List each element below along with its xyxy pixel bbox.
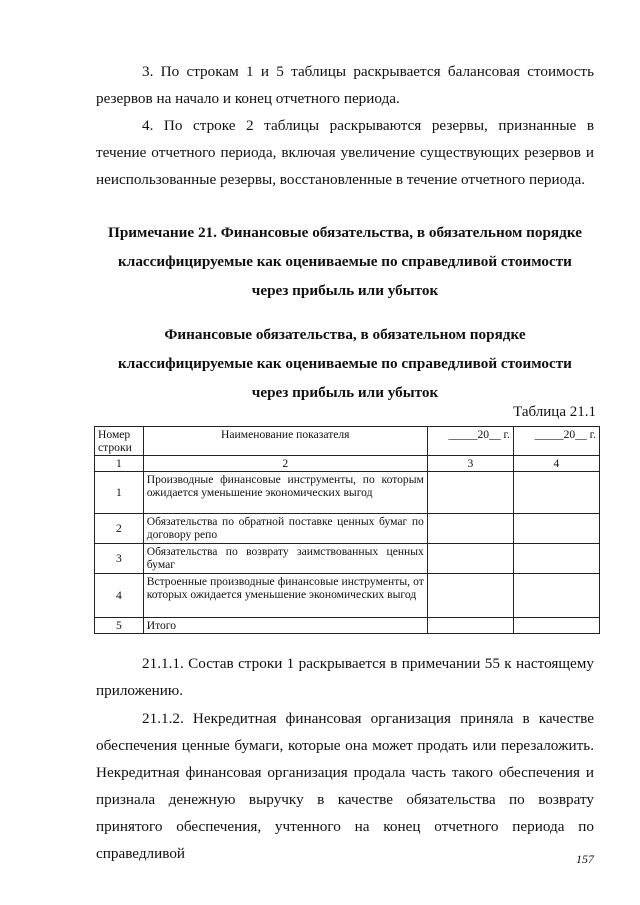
column-number-row [95,456,600,472]
column-number: 3 [427,456,513,472]
row-name: Встроенные производные финансовые инструменты, от которых ожидается уменьшение экономических выгод [143,574,427,618]
financial-liabilities-table [94,426,600,634]
row-value-year-1 [427,514,513,544]
table-header-row [95,427,600,456]
row-number: 1 [95,472,144,514]
note-heading: Примечание 21. Финансовые обязательства, в обязательном порядке классифицируемые как оцениваемые по справедливой стоимости через прибыль или убыток [108,224,582,299]
page-number: 157 [576,852,594,866]
row-number: 4 [95,574,144,618]
header-year-1: _____20__ г. [427,427,513,456]
column-number: 1 [95,456,144,472]
table-row [95,574,600,618]
table-row [95,618,600,634]
header-row-number: Номер строки [95,427,144,456]
paragraph-21-1-2: 21.1.2. Некредитная финансовая организация приняла в качестве обеспечения ценные бумаги, которые она может продать или перезаложить. Некредитная финансовая организация продала часть такого обеспечения и признала денежную выручку в качестве обязательства по возврату принятого обеспечения, учтенного на конец отчетного периода по справедливой [96,710,594,862]
row-value-year-1 [427,618,513,634]
header-indicator-name: Наименование показателя [143,427,427,456]
table-row [95,472,600,514]
row-number: 2 [95,514,144,544]
row-value-year-2 [513,544,599,574]
row-value-year-2 [513,618,599,634]
row-name: Обязательства по обратной поставке ценных бумаг по договору репо [143,514,427,544]
row-name: Итого [143,618,427,634]
paragraph-4: 4. По строке 2 таблицы раскрываются резервы, признанные в течение отчетного периода, включая увеличение существующих резервов и неиспользованные резервы, восстановленные в течение отчетного периода. [96,117,594,188]
header-year-2: _____20__ г. [513,427,599,456]
row-value-year-1 [427,574,513,618]
row-number: 5 [95,618,144,634]
row-value-year-1 [427,472,513,514]
row-value-year-2 [513,574,599,618]
paragraph-21-1-1: 21.1.1. Состав строки 1 раскрывается в примечании 55 к настоящему приложению. [96,655,594,699]
table-heading: Финансовые обязательства, в обязательном порядке классифицируемые как оцениваемые по справедливой стоимости через прибыль или убыток [118,326,572,401]
column-number: 4 [513,456,599,472]
row-value-year-1 [427,544,513,574]
row-name: Производные финансовые инструменты, по которым ожидается уменьшение экономических выгод [143,472,427,514]
row-value-year-2 [513,472,599,514]
table-label: Таблица 21.1 [513,404,596,420]
paragraph-3: 3. По строкам 1 и 5 таблицы раскрывается балансовая стоимость резервов на начало и конец отчетного периода. [96,63,594,107]
row-name: Обязательства по возврату заимствованных ценных бумаг [143,544,427,574]
row-number: 3 [95,544,144,574]
table-row [95,514,600,544]
column-number: 2 [143,456,427,472]
row-value-year-2 [513,514,599,544]
table-row [95,544,600,574]
